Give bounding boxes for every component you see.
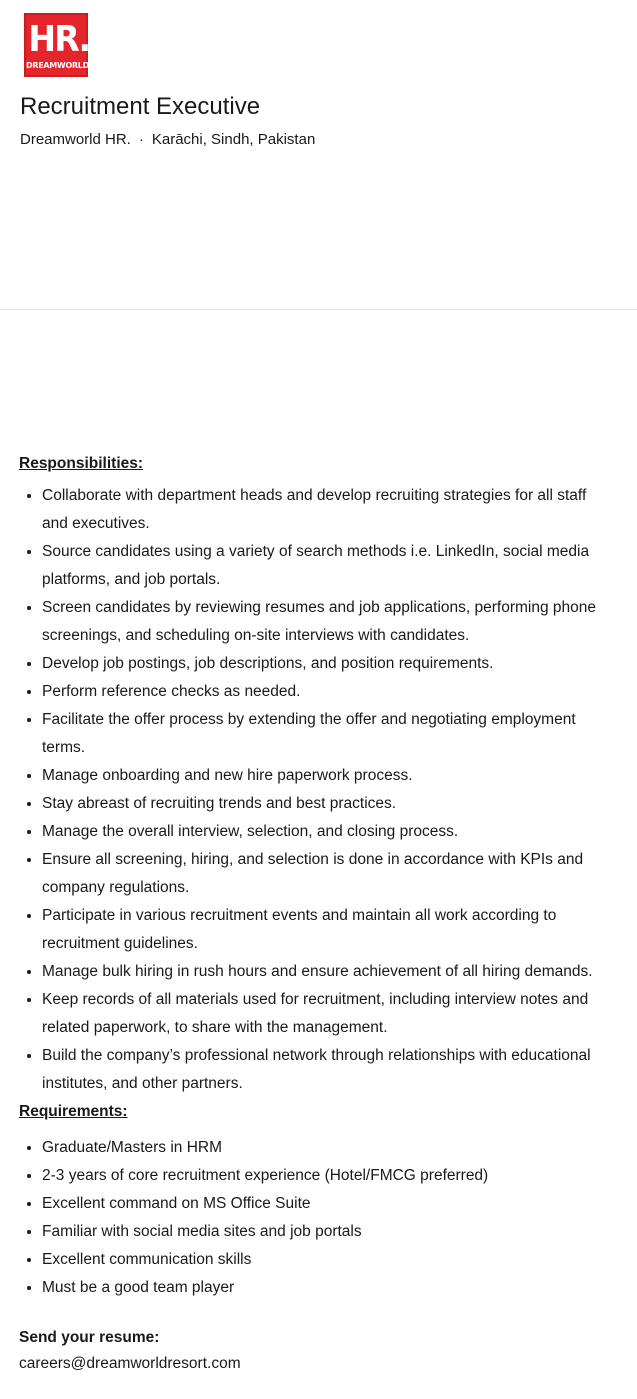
requirements-heading: Requirements:: [19, 1103, 128, 1120]
responsibilities-heading: Responsibilities:: [19, 455, 144, 472]
job-title: Recruitment Executive: [20, 93, 261, 120]
job-description: [19, 450, 609, 1376]
responsibility-item: • Source candidates using a variety of search methods i.e. LinkedIn, social media platforms, and job portals.: [42, 538, 609, 594]
requirement-item: • Familiar with social media sites and job portals: [42, 1218, 609, 1246]
responsibility-item: • Manage bulk hiring in rush hours and ensure achievement of all hiring demands.: [42, 958, 609, 986]
responsibility-item: • Screen candidates by reviewing resumes and job applications, performing phone screenings, and scheduling on-site interviews with candidates.: [42, 594, 609, 650]
company-logo-subtext: DREAMWORLD: [26, 61, 89, 70]
responsibility-item: • Ensure all screening, hiring, and selection is done in accordance with KPIs and company regulations.: [42, 846, 609, 902]
responsibility-item: • Stay abreast of recruiting trends and best practices.: [42, 790, 609, 818]
job-location: Karāchi, Sindh, Pakistan: [151, 131, 316, 148]
responsibilities-list: [19, 482, 609, 1098]
contact-email[interactable]: careers@dreamworldresort.com: [19, 1355, 241, 1372]
requirement-item: • Graduate/Masters in HRM: [42, 1134, 609, 1162]
responsibility-item: • Keep records of all materials used for recruitment, including interview notes and related paperwork, to share with the management.: [42, 986, 609, 1042]
requirement-item: • 2-3 years of core recruitment experience (Hotel/FMCG preferred): [42, 1162, 609, 1190]
job-subline: [20, 129, 315, 151]
section-divider: [0, 309, 637, 310]
responsibility-item: • Develop job postings, job descriptions, and position requirements.: [42, 650, 609, 678]
separator-dot: ·: [138, 131, 144, 148]
company-logo[interactable]: [24, 13, 88, 77]
responsibility-item: • Perform reference checks as needed.: [42, 678, 609, 706]
requirement-item: • Excellent communication skills: [42, 1246, 609, 1274]
responsibility-item: • Facilitate the offer process by extending the offer and negotiating employment terms.: [42, 706, 609, 762]
requirement-item: • Excellent command on MS Office Suite: [42, 1190, 609, 1218]
responsibility-item: • Build the company’s professional network through relationships with educational institutes, and other partners.: [42, 1042, 609, 1098]
requirement-item: • Must be a good team player: [42, 1274, 609, 1302]
responsibility-item: • Manage the overall interview, selection, and closing process.: [42, 818, 609, 846]
responsibility-item: • Manage onboarding and new hire paperwork process.: [42, 762, 609, 790]
send-resume-label: Send your resume:: [19, 1329, 160, 1346]
company-logo-mark: HR.: [28, 19, 90, 60]
responsibility-item: • Participate in various recruitment events and maintain all work according to recruitment guidelines.: [42, 902, 609, 958]
company-name[interactable]: Dreamworld HR.: [20, 131, 131, 148]
requirements-list: [19, 1134, 609, 1302]
responsibility-item: • Collaborate with department heads and develop recruiting strategies for all staff and executives.: [42, 482, 609, 538]
